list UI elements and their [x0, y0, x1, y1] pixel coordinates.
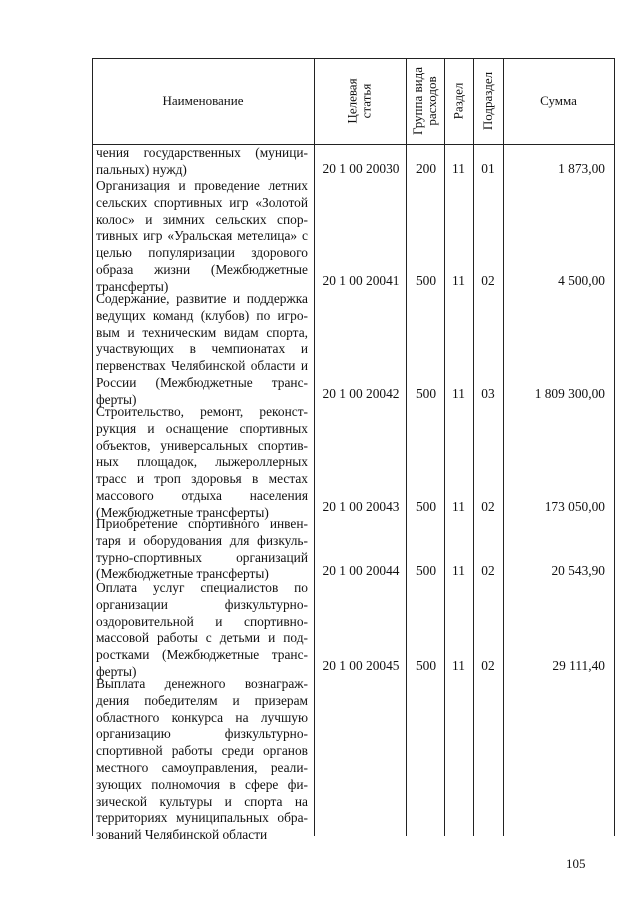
row-subsection: 02: [481, 658, 495, 673]
header-group-line1: Группа вида: [410, 67, 426, 135]
row-section: 11: [452, 386, 465, 401]
row-group: 500: [415, 386, 437, 401]
row-group: 500: [415, 273, 437, 288]
row-target: 20 1 00 20045: [322, 658, 400, 673]
row-section: 11: [452, 273, 465, 288]
header-target-line2: статья: [358, 83, 374, 119]
header-section-label: Раздел: [450, 82, 466, 120]
row-target: 20 1 00 20044: [322, 563, 400, 578]
header-group: [406, 58, 444, 144]
header-name: [92, 58, 314, 144]
row-name: Строительство, ремонт, реконст-рукция и оснащение спортивных объектов, универсальных спортив-ных площадок, лыжероллерных трасс и троп здоровья в местах массового отдыха населения (Межбюджетные трансферты): [96, 404, 308, 520]
table-border-right: [614, 58, 615, 836]
row-subsection: 02: [481, 273, 495, 288]
header-subsection: [473, 58, 503, 144]
header-section: [444, 58, 473, 144]
column-divider: [314, 58, 315, 836]
row-subsection: 01: [481, 161, 495, 176]
row-name: Организация и проведение летних сельских спортивных игр «Золотой колос» и зимних сельских спор-тивных игр «Уральская метелица» с целью популяризации здорового образа жизни (Межбюджетные трансферты): [96, 178, 308, 294]
row-subsection: 02: [481, 563, 495, 578]
row-target: 20 1 00 20042: [322, 386, 400, 401]
row-section: 11: [452, 658, 465, 673]
header-sum-label: Сумма: [540, 93, 577, 108]
header-sum: [503, 58, 614, 144]
row-sum: 20 543,90: [551, 563, 605, 578]
header-name-label: Наименование: [162, 93, 244, 108]
row-group: 500: [415, 499, 437, 514]
header-target-line1: Целевая: [344, 78, 360, 124]
row-name: Содержание, развитие и поддержка ведущих команд (клубов) по игро-вым и техническим видам спорта, участвующих в чемпионатах и первенствах Челябинской области и России (Межбюджетные транс-ферты): [96, 291, 308, 407]
column-divider: [406, 58, 407, 836]
row-section: 11: [452, 563, 465, 578]
row-name: Оплата услуг специалистов по организации физкультурно-оздоровительной и спортивно-массовой работы с детьми и под-ростками (Межбюджетные транс-ферты): [96, 580, 308, 679]
row-sum: 4 500,00: [558, 273, 605, 288]
row-subsection: 03: [481, 386, 495, 401]
row-target: 20 1 00 20043: [322, 499, 400, 514]
row-section: 11: [452, 161, 465, 176]
row-sum: 29 111,40: [552, 658, 605, 673]
header-target: [314, 58, 406, 144]
row-name: Выплата денежного вознаграж-дения победителям и призерам областного конкурса на лучшую организацию физкультурно-спортивной работы среди органов местного самоуправления, реали-зующих полномочия в сфере фи-зической культуры и спорта на территориях муниципальных обра-зований Челябинской области: [96, 676, 308, 843]
row-target: 20 1 00 20041: [322, 273, 400, 288]
row-sum: 173 050,00: [544, 499, 605, 514]
header-group-line2: расходов: [424, 76, 440, 126]
row-sum: 1 873,00: [558, 161, 605, 176]
row-group: 500: [415, 658, 437, 673]
row-sum: 1 809 300,00: [534, 386, 605, 401]
row-target: 20 1 00 20030: [322, 161, 400, 176]
row-name: Приобретение спортивного инвен-таря и оборудования для физкуль-турно-спортивных организаций (Межбюджетные трансферты): [96, 516, 308, 582]
row-group: 500: [415, 563, 437, 578]
header-subsection-label: Подраздел: [480, 71, 496, 131]
row-name: чения государственных (муници-пальных) нужд): [96, 145, 308, 177]
budget-table: [92, 58, 615, 843]
row-subsection: 02: [481, 499, 495, 514]
page-number: 105: [566, 856, 586, 871]
table-border-left: [92, 58, 93, 836]
header-target-label: [346, 78, 374, 123]
row-group: 200: [415, 161, 437, 176]
row-section: 11: [452, 499, 465, 514]
header-group-label: [411, 67, 439, 135]
